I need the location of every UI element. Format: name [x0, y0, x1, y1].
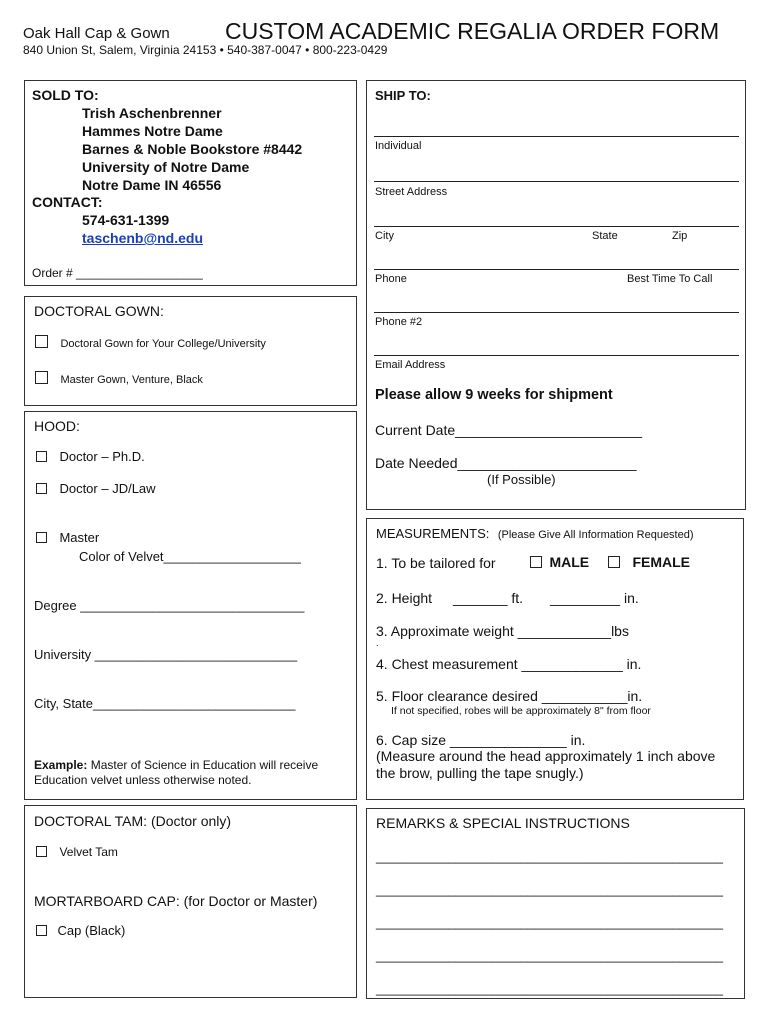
- gender-female-option[interactable]: [608, 554, 690, 572]
- gender-male-option[interactable]: [530, 554, 589, 572]
- cap-size-note-1: (Measure around the head approximately 1 inch above: [376, 748, 716, 764]
- gown-option-doctoral[interactable]: [35, 334, 266, 352]
- female-label: FEMALE: [632, 554, 691, 570]
- hood-option-phd-label: Doctor – Ph.D.: [59, 449, 145, 464]
- weight-dot: .: [376, 638, 379, 648]
- cap-option-black[interactable]: [36, 922, 125, 940]
- order-number-field[interactable]: Order # ___________________: [32, 266, 203, 280]
- chest-field[interactable]: 4. Chest measurement _____________ in.: [376, 656, 642, 672]
- ship-to-box: [366, 80, 746, 510]
- phone-label: Phone: [375, 273, 407, 285]
- email-label: Email Address: [375, 359, 446, 371]
- gown-option-doctoral-label: Doctoral Gown for Your College/University: [60, 338, 266, 350]
- zip-label: Zip: [672, 230, 688, 242]
- cap-option-black-label: Cap (Black): [57, 923, 126, 938]
- cap-heading: MORTARBOARD CAP: (for Doctor or Master): [34, 893, 318, 909]
- contact-phone: 574-631-1399: [82, 212, 170, 228]
- phone-line[interactable]: [374, 269, 739, 270]
- email-line[interactable]: [374, 355, 739, 356]
- checkbox-icon[interactable]: [36, 532, 47, 543]
- doctoral-gown-heading: DOCTORAL GOWN:: [34, 303, 164, 319]
- ship-to-label: SHIP TO:: [375, 88, 431, 103]
- height-label: 2. Height: [376, 590, 433, 606]
- measurements-header: [376, 525, 694, 543]
- floor-clearance-note: If not specified, robes will be approximately 8" from floor: [391, 705, 651, 717]
- date-needed-field[interactable]: Date Needed_______________________: [375, 455, 637, 471]
- example-text: Master of Science in Education will receive: [87, 758, 319, 772]
- hood-option-master[interactable]: [36, 529, 99, 547]
- hood-option-jd[interactable]: [36, 480, 156, 498]
- remarks-box: [366, 808, 745, 999]
- checkbox-icon[interactable]: [35, 371, 48, 384]
- individual-label: Individual: [375, 140, 422, 152]
- measurements-note: (Please Give All Information Requested): [497, 529, 694, 541]
- male-label: MALE: [549, 554, 590, 570]
- height-in-field[interactable]: _________ in.: [550, 590, 639, 606]
- sold-to-name: Trish Aschenbrenner: [82, 105, 222, 121]
- sold-to-university: University of Notre Dame: [82, 159, 250, 175]
- phone2-label: Phone #2: [375, 316, 423, 328]
- tam-heading: DOCTORAL TAM: (Doctor only): [34, 813, 232, 829]
- company-address: 840 Union St, Salem, Virginia 24153 • 540-387-0047 • 800-223-0429: [23, 43, 388, 57]
- city-state-field[interactable]: City, State____________________________: [34, 696, 296, 711]
- checkbox-icon[interactable]: [36, 483, 47, 494]
- cap-size-field[interactable]: 6. Cap size _______________ in.: [376, 732, 586, 748]
- floor-clearance-field[interactable]: 5. Floor clearance desired ___________in.: [376, 688, 643, 704]
- hood-option-phd[interactable]: [36, 448, 145, 466]
- sold-to-bookstore: Barnes & Noble Bookstore #8442: [82, 141, 303, 157]
- gown-option-master[interactable]: [35, 370, 203, 388]
- hood-heading: HOOD:: [34, 418, 80, 434]
- remarks-line-5[interactable]: ________________________________________________: [376, 981, 724, 996]
- best-time-label: Best Time To Call: [627, 273, 713, 285]
- sold-to-store: Hammes Notre Dame: [82, 123, 223, 139]
- city-label: City: [375, 230, 394, 242]
- gown-option-master-label: Master Gown, Venture, Black: [60, 374, 203, 386]
- hood-example: [34, 758, 318, 772]
- street-line[interactable]: [374, 181, 739, 182]
- velvet-color-field[interactable]: Color of Velvet___________________: [79, 549, 301, 564]
- checkbox-icon[interactable]: [608, 556, 620, 568]
- hood-option-master-label: Master: [59, 530, 100, 545]
- city-line[interactable]: [374, 226, 739, 227]
- remarks-line-4[interactable]: ________________________________________________: [376, 948, 724, 963]
- checkbox-icon[interactable]: [36, 925, 47, 936]
- example-label: Example:: [34, 758, 88, 772]
- measurements-heading: MEASUREMENTS:: [376, 526, 490, 541]
- remarks-line-1[interactable]: ________________________________________________: [376, 849, 724, 864]
- shipment-note: Please allow 9 weeks for shipment: [375, 387, 613, 403]
- remarks-line-3[interactable]: ________________________________________________: [376, 915, 724, 930]
- remarks-heading: REMARKS & SPECIAL INSTRUCTIONS: [376, 815, 630, 831]
- hood-option-jd-label: Doctor – JD/Law: [59, 481, 156, 496]
- weight-field[interactable]: 3. Approximate weight ____________lbs: [376, 623, 629, 639]
- tailored-label: 1. To be tailored for: [376, 555, 496, 571]
- cap-size-note-2: the brow, pulling the tape snugly.): [376, 765, 584, 781]
- university-field[interactable]: University ____________________________: [34, 647, 298, 662]
- degree-field[interactable]: Degree _______________________________: [34, 598, 305, 613]
- company-name: Oak Hall Cap & Gown: [23, 25, 170, 42]
- form-title: CUSTOM ACADEMIC REGALIA ORDER FORM: [225, 18, 720, 44]
- tam-option-velvet-label: Velvet Tam: [59, 845, 118, 859]
- if-possible-note: (If Possible): [487, 472, 556, 487]
- state-label: State: [592, 230, 618, 242]
- hood-example-line2: Education velvet unless otherwise noted.: [34, 773, 252, 787]
- remarks-line-2[interactable]: ________________________________________________: [376, 882, 724, 897]
- current-date-field[interactable]: Current Date________________________: [375, 422, 643, 438]
- phone2-line[interactable]: [374, 312, 739, 313]
- contact-email-link[interactable]: taschenb@nd.edu: [82, 230, 203, 246]
- tam-option-velvet[interactable]: [36, 843, 118, 861]
- sold-to-city: Notre Dame IN 46556: [82, 177, 222, 193]
- contact-label: CONTACT:: [32, 194, 103, 210]
- height-ft-field[interactable]: _______ ft.: [453, 590, 524, 606]
- individual-line[interactable]: [374, 136, 739, 137]
- checkbox-icon[interactable]: [36, 846, 47, 857]
- checkbox-icon[interactable]: [36, 451, 47, 462]
- sold-to-label: SOLD TO:: [32, 87, 99, 103]
- checkbox-icon[interactable]: [35, 335, 48, 348]
- checkbox-icon[interactable]: [530, 556, 542, 568]
- street-label: Street Address: [375, 186, 448, 198]
